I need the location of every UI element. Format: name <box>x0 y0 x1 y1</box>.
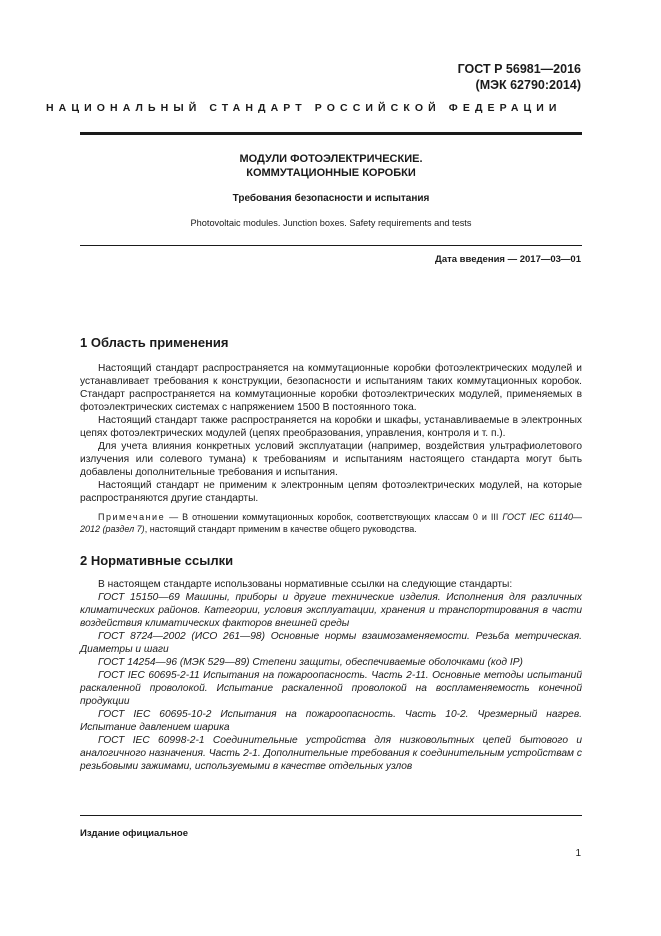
section2-body <box>80 578 582 773</box>
section1-heading: 1 Область применения <box>80 335 229 350</box>
document-title-english: Photovoltaic modules. Junction boxes. Safety requirements and tests <box>190 218 472 228</box>
note-reference: ГОСТ IEC 61140—2012 (раздел 7) <box>80 512 582 534</box>
edition-label: Издание официальное <box>80 828 188 839</box>
title-rule <box>80 245 582 246</box>
document-subtitle: Требования безопасности и испытания <box>232 193 430 204</box>
document-title-line1: МОДУЛИ ФОТОЭЛЕКТРИЧЕСКИЕ. <box>239 153 423 165</box>
note-label: Примечание <box>98 512 166 522</box>
section2-intro: В настоящем стандарте использованы нормативные ссылки на следующие стандарты: <box>98 579 513 590</box>
normative-reference: ГОСТ 14254—96 (МЭК 529—89) Степени защиты, обеспечиваемые оболочками (код IP) <box>98 657 523 668</box>
page-number: 1 <box>575 848 581 859</box>
note-text-end: , настоящий стандарт применим в качестве общего руководства. <box>144 524 417 534</box>
introduction-date: Дата введения — 2017—03—01 <box>435 254 581 265</box>
normative-reference: ГОСТ IEC 60695-10-2 Испытания на пожароопасность. Часть 10-2. Чрезмерный нагрев. Испытание давлением шарика <box>80 709 582 733</box>
national-standard-title: НАЦИОНАЛЬНЫЙ СТАНДАРТ РОССИЙСКОЙ ФЕДЕРАЦИИ <box>46 102 562 114</box>
section1-body <box>80 362 582 505</box>
standard-number: ГОСТ Р 56981—2016 <box>457 62 581 76</box>
normative-reference: ГОСТ 8724—2002 (ИСО 261—98) Основные нормы взаимозаменяемости. Резьба метрическая. Диаметры и шаги <box>80 631 582 655</box>
footer-rule <box>80 815 582 816</box>
header-rule <box>80 132 582 135</box>
section1-paragraph: Настоящий стандарт распространяется на коммутационные коробки фотоэлектрических модулей и устанавливает требования к конструкции, безопасности и испытаниям таких коммутационных коробок. Стандарт распространяется на коммутационные коробки фотоэлектрических модулей, применяемых в фотоэлектрических системах с напряжением 1500 В постоянного тока. <box>80 363 582 413</box>
section1-paragraph: Настоящий стандарт не применим к электронным цепям фотоэлектрических модулей, на которые распространяются другие стандарты. <box>80 480 582 504</box>
document-title-line2: КОММУТАЦИОННЫЕ КОРОБКИ <box>246 167 416 179</box>
section2-heading: 2 Нормативные ссылки <box>80 553 234 568</box>
note-text: — В отношении коммутационных коробок, соответствующих классам 0 и III <box>165 512 503 522</box>
document-title <box>80 152 582 180</box>
normative-reference: ГОСТ 15150—69 Машины, приборы и другие технические изделия. Исполнения для различных климатических районов. Категории, условия эксплуатации, хранения и транспортирования в части воздействия климатических факторов внешней среды <box>80 592 582 629</box>
section1-paragraph: Настоящий стандарт также распространяется на коробки и шкафы, устанавливаемые в электронных цепях фотоэлектрических модулей (цепях преобразования, управления, контроля и т. п.). <box>80 415 582 439</box>
normative-reference: ГОСТ IEC 60695-2-11 Испытания на пожароопасность. Часть 2-11. Основные методы испытаний раскаленной проволокой. Испытание раскаленной проволокой на воспламеняемость конечной продукции <box>80 670 582 707</box>
section1-note <box>80 511 582 535</box>
normative-reference: ГОСТ IEC 60998-2-1 Соединительные устройства для низковольтных цепей бытового и аналогичного назначения. Часть 2-1. Дополнительные требования к соединительным устройствам с резьбовыми зажимами, используемыми в качестве отдельных узлов <box>80 735 582 772</box>
section1-paragraph: Для учета влияния конкретных условий эксплуатации (например, воздействия ультрафиолетового излучения или солевого тумана) к требованиям и испытаниям настоящего стандарта могут быть добавлены дополнительные требования и испытания. <box>80 441 582 478</box>
iec-number: (МЭК 62790:2014) <box>475 78 581 92</box>
